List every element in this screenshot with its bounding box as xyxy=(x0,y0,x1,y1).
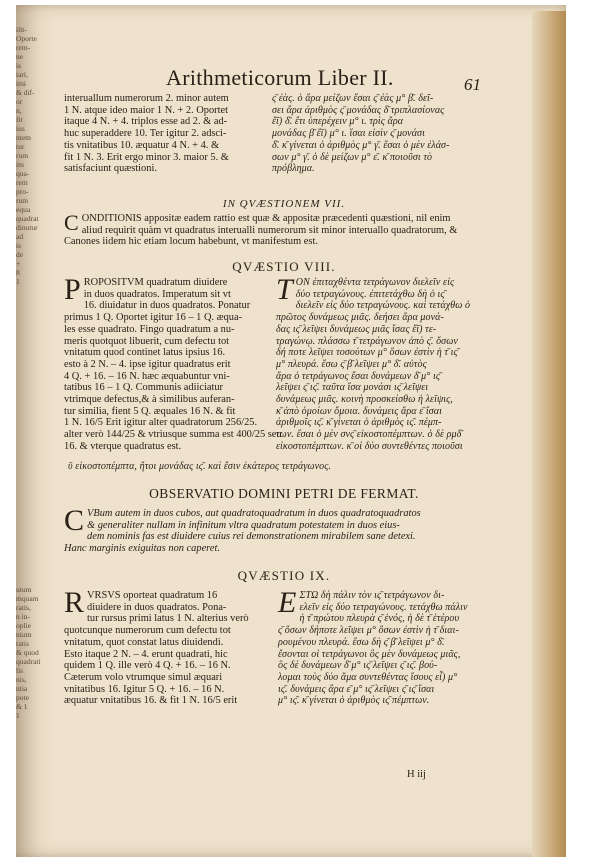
q8-latin-column xyxy=(64,273,282,453)
conditionis-line: ONDITIONIS appositæ eadem rattio est quæ & appositæ præcedenti quæstioni, nil enim xyxy=(81,213,451,224)
book-page xyxy=(16,5,566,857)
dropcap-c2: C xyxy=(64,504,85,537)
gutter-line: nium xyxy=(16,630,32,639)
gutter-line: ntem xyxy=(16,133,31,142)
facing-page-gutter xyxy=(16,25,41,855)
page-edge xyxy=(532,11,566,857)
greek-line: ὃς δὲ δυνάμεων δ̄ μ° ις̄ λεῖψει ς̄ ις̄. βού- xyxy=(278,660,438,672)
gutter-line: n in- xyxy=(16,612,30,621)
gutter-line: fit xyxy=(16,115,23,124)
latin-line: alter verò 144/25 & vtriusque summa est 400/25 seu xyxy=(64,429,282,441)
quaestio-ix-title: QVÆSTIO IX. xyxy=(237,568,331,583)
latin-line: vtrimque defectus,& à similibus auferan- xyxy=(64,394,235,406)
conditionis-line: Canones iidem hic etiam locum habebunt, vt manifestum est. xyxy=(64,236,318,248)
latin-line: itaque 4 N. + 4. triplos esse ad 2. & ad- xyxy=(64,116,228,128)
latin-line: vnitatibus 16. Igitur 5 Q. + 16. – 16 N. xyxy=(64,683,225,695)
greek-line: διελεῖν εἰς δύο τετραγώνους. καὶ τετάχθω ὁ xyxy=(295,300,471,312)
gutter-line: ratis, xyxy=(16,603,31,612)
gutter-line: pro- xyxy=(16,187,29,196)
gutter-line: ilit- xyxy=(16,25,27,34)
gutter-line: rem xyxy=(16,178,28,187)
latin-line: 16. & vterque quadratus est. xyxy=(64,440,182,452)
latin-line: vnitatum quod continet latus ipsius 16. xyxy=(64,347,226,359)
latin-line: quidem 1 Q. ille verò 4 Q. + 16. – 16 N. xyxy=(64,660,231,672)
greek-line: ΣΤΩ δὴ πάλιν τὸν ις̄ τετράγωνον δι- xyxy=(299,590,445,601)
greek-line: λεῖψει ς̄ ις̄. ταῦτα ἴσα μονάσι ις̄ λεῖψει xyxy=(276,382,429,394)
gutter-line: rum xyxy=(16,151,29,160)
latin-line: tis vnitatibus 10. æquatur 4 N. + 4. & xyxy=(64,139,220,151)
greek-line: ις̄. δυνάμεις ἄρα ε̄ μ° ις̄ λεῖψει ς̄ ις̄ ἴσαι xyxy=(278,683,435,695)
latin-line: satisfaciunt quæstioni. xyxy=(64,163,157,175)
gutter-line: de xyxy=(16,250,24,259)
page-number: 61 xyxy=(464,75,481,94)
latin-line: in duos quadratos. Imperatum sit vt xyxy=(83,288,231,300)
dropcap-t: T xyxy=(276,273,293,306)
greek-line: ρουμένου πλευρά. ἔσω δὴ ς̄ β̄ λεῖψει μ° δ̄. xyxy=(278,636,445,648)
gutter-line: im xyxy=(16,160,24,169)
observatio-title: OBSERVATIO DOMINI PETRI DE FERMAT. xyxy=(149,486,419,501)
latin-line: tatibus 16 – 1 Q. Communis adiiciatur xyxy=(64,382,224,394)
gutter-line: is xyxy=(16,61,22,70)
greek-line: δή ποτε λεῖψει τοσούτων μ° ὅσων ἐστὶν ἡ τ̄ ις̄ xyxy=(276,347,458,359)
latin-line: tur similia, fient 5 Q. æquales 16 N. & fit xyxy=(64,405,236,417)
latin-line: primus 1 Q. Oportet igitur 16 – 1 Q. æqua- xyxy=(64,312,243,324)
greek-line: ς̄ ἐὰς. ὁ ἄρα μείζων ἔσαι ς̄ ἐὰς μ° β̄. δεῖ- xyxy=(272,93,434,104)
gutter-line: dinutur xyxy=(16,223,38,232)
gutter-line: is xyxy=(16,241,22,250)
gutter-line: + xyxy=(16,259,21,268)
gutter-line: oplie xyxy=(16,621,31,630)
dropcap-p: P xyxy=(64,273,81,306)
latin-line: quotcunque numerorum cum defectu tot xyxy=(64,625,231,637)
latin-line: 1 N. 16/5 Erit igitur alter quadratorum 256/25. xyxy=(64,417,258,429)
observatio-paragraph xyxy=(64,504,504,555)
greek-line: σει ἄρα ἀριθμὸς ς̄ μονάδας δ̄ τριπλασίονας xyxy=(272,104,445,116)
gutter-line: ad xyxy=(16,232,24,241)
gutter-line: ntia xyxy=(16,684,28,693)
q9-latin-column xyxy=(64,586,270,707)
signature-mark: H iij xyxy=(407,769,426,780)
gutter-line: 8 xyxy=(16,268,20,277)
gutter-line: utum xyxy=(16,585,32,594)
greek-line: δας ις̄ λεῖψει δυνάμεως μιᾶς ἴσας ἔῖ) τε- xyxy=(276,323,437,335)
gutter-line: equa xyxy=(16,205,31,214)
gutter-line: tur xyxy=(16,142,25,151)
gutter-line: & dif- xyxy=(16,88,35,97)
gutter-line: Oporte xyxy=(16,34,37,43)
gutter-line: quadrati xyxy=(16,657,41,666)
q8-greek-last-line: ῡ εἰκοστοπέμπτα, ἤτοι μονάδας ις̄. καὶ ἔσιν ἑκάτερος τετράγωνος. xyxy=(68,461,331,472)
q8-greek-column xyxy=(276,273,504,453)
latin-line: vnitatum, quot constat latus diuidendi. xyxy=(64,636,224,648)
conditionis-paragraph xyxy=(64,210,504,248)
greek-line: τραγώνῳ. πλάσσω τ̄ τετράγωνον ἀπὸ ς̄. ὅσων xyxy=(276,335,458,347)
latin-line: interuallum numerorum 2. minor autem xyxy=(64,93,229,104)
dropcap-r: R xyxy=(64,586,85,619)
greek-line: ἀριθμοῖς ις̄. κ̄ γίνεται ὁ ἀριθμὸς ις̄. πέμπ- xyxy=(276,417,442,429)
dropcap-c: C xyxy=(64,210,79,235)
gutter-line: ius xyxy=(16,124,25,133)
greek-line: των. ἔσαι ὁ μὲν σνς̄ εἰκοστοπέμπτων. ὁ δὲ ρμδ̄ xyxy=(276,429,462,441)
gutter-line: ne xyxy=(16,52,24,61)
greek-line: κ̄ ἀπὸ ὁμοίων ὅμοια. δυνάμεις ἄρα ε̄ ἴσαι xyxy=(276,405,442,417)
gutter-line: qua- xyxy=(16,169,30,178)
latin-line: æquatur vnitatibus 16. & fit 1 N. 16/5 erit xyxy=(64,695,238,707)
greek-line: ἡ τ̄ πρώτου πλευρὰ ς̄ ἑνός, ἡ δὲ τ̄ ἑτέρου xyxy=(299,613,460,625)
gutter-line: & 1 xyxy=(16,702,28,711)
latin-line: diuidere in duos quadratos. Pona- xyxy=(87,601,227,613)
running-title: Arithmeticorum Liber II. xyxy=(166,65,394,90)
gutter-line: iari, xyxy=(16,70,28,79)
gutter-line: pote xyxy=(16,693,29,702)
gutter-line: ratis xyxy=(16,639,29,648)
greek-line: δ̄. κ̄ γίνεται ὁ ἀριθμὸς μ° γ̄. ἔσαι ὁ μὲν ἐλάσ- xyxy=(272,139,450,151)
latin-line: fit 1 N. 3. Erit ergo minor 3. maior 5. & xyxy=(64,151,229,163)
q9-greek-column xyxy=(278,586,506,707)
top-latin-column xyxy=(64,93,279,175)
observatio-line: dem nominis fas est diuidere cuius rei demonstrationem mirabilem sane detexi. xyxy=(87,531,416,543)
dropcap-e: E xyxy=(278,586,297,619)
gutter-line: imi xyxy=(16,79,27,88)
greek-line: ελεῖν εἰς δύο τετραγώνους. τετάχθω πάλιν xyxy=(299,601,468,613)
greek-line: ἔσονται οἱ τετράγωνοι ὃς μὲν δυνάμεως μιᾶς, xyxy=(278,648,461,660)
gutter-line: 1 xyxy=(16,277,20,286)
gutter-line: n, xyxy=(16,106,22,115)
gutter-line: mquam xyxy=(16,594,39,603)
latin-line: Esto itaque 2 N. – 4. erunt quadrati, hic xyxy=(64,648,228,660)
conditionis-line: aliud requirit quàm vt quadratus interualli numerorum sit minor interuallo quadratorum, & xyxy=(81,224,458,236)
observatio-line: & generaliter nullam in infinitum vltra quadratum potestatem in duos eius- xyxy=(87,519,400,531)
greek-line: λομαι τοὺς δύο ἅμα συντεθέντας ἴσους εἶ) μ° xyxy=(278,671,458,683)
latin-line: les esse quadrato. Fingo quadratum a nu- xyxy=(64,323,235,335)
greek-line: ἔῖ) δ̄. ἔτι ὑπερέχειν μ° ι. τρὶς ἄρα xyxy=(272,116,404,128)
observatio-line: Hanc marginis exiguitas non caperet. xyxy=(64,543,220,555)
latin-line: 1 N. atque ideo maior 1 N. + 2. Oportet xyxy=(64,104,228,116)
greek-line: μονάδας β̄ ἔῖ) μ° ι. ἴσαι εἰσὶν ς̄ μονάσι xyxy=(272,128,425,140)
quaestio-viii-title: QVÆSTIO VIII. xyxy=(232,259,336,274)
latin-line: tur rursus primi latus 1 N. alterius verò xyxy=(87,613,249,625)
gutter-line: lis xyxy=(16,666,24,675)
greek-line: σων μ° γ̄. ὁ δὲ μείζων μ° ε̄. κ̄ ποιοῦσι τὸ xyxy=(272,151,433,163)
gutter-line: nis, xyxy=(16,675,27,684)
greek-line: μ° ις̄. κ̄ γίνεται ὁ ἀριθμὸς ις̄ πέμπτων. xyxy=(278,695,430,707)
latin-line: 16. diuidatur in duos quadratos. Ponatur xyxy=(83,300,251,312)
latin-line: huc superaddere 10. Ter igitur 2. adsci- xyxy=(64,128,227,140)
in-quaestionem-heading: IN QVÆSTIONEM VII. xyxy=(222,198,346,210)
gutter-line: & quod xyxy=(16,648,39,657)
greek-line: πρόβλημα. xyxy=(272,163,315,175)
gutter-line: or xyxy=(16,97,23,106)
gutter-line: rem- xyxy=(16,43,31,52)
greek-line: πρῶτος δυνάμεως μιᾶς. δεήσει ἄρα μονά- xyxy=(276,312,444,324)
greek-line: ἄρα ὁ τετράγωνος ἔσαι δυνάμεων δ̄ μ° ις̄ xyxy=(276,370,441,382)
latin-line: 4 Q. + 16. – 16 N. hæc æquabuntur vni- xyxy=(64,370,230,382)
latin-line: esto à 2 N. – 4. ipse igitur quadratus erit xyxy=(64,358,231,370)
gutter-line: quadrat xyxy=(16,214,39,223)
gutter-line: 1 xyxy=(16,711,20,720)
greek-line: δυνάμεως μιᾶς. κοινὴ προσκείσθω ἡ λεῖψις, xyxy=(276,394,453,406)
latin-line: VRSVS oporteat quadratum 16 xyxy=(87,590,218,601)
gutter-line: rum xyxy=(16,196,29,205)
greek-line: εἰκοστοπέμπτων. κ̄ οἱ δύο συντεθέντες ποιοῦσι xyxy=(276,440,463,452)
latin-line: ROPOSITVM quadratum diuidere xyxy=(83,277,228,288)
greek-line: ς̄ ὅσων δήποτε λεῖψει μ° ὅσων ἐστὶν ἡ τ̄ διαι- xyxy=(278,625,459,637)
greek-line: μ° πλευρά. ἔσω ς̄ β̄ λεῖψει μ° δ̄. αὐτὸς xyxy=(276,358,427,370)
greek-line: δύο τετραγώνους. ἐπιτετάχθω δὴ ὁ ις̄ xyxy=(295,288,445,300)
greek-line: ΟΝ ἐπιταχθέντα τετράγωνον διελεῖν εἰς xyxy=(295,277,455,288)
latin-line: Cæterum volo vtrumque simul æquari xyxy=(64,671,223,683)
latin-line: meris quotquot libuerit, cum defectu tot xyxy=(64,335,230,347)
observatio-line: VBum autem in duos cubos, aut quadratoquadratum in duos quadratoquadratos xyxy=(87,508,421,519)
top-greek-column xyxy=(272,93,497,175)
